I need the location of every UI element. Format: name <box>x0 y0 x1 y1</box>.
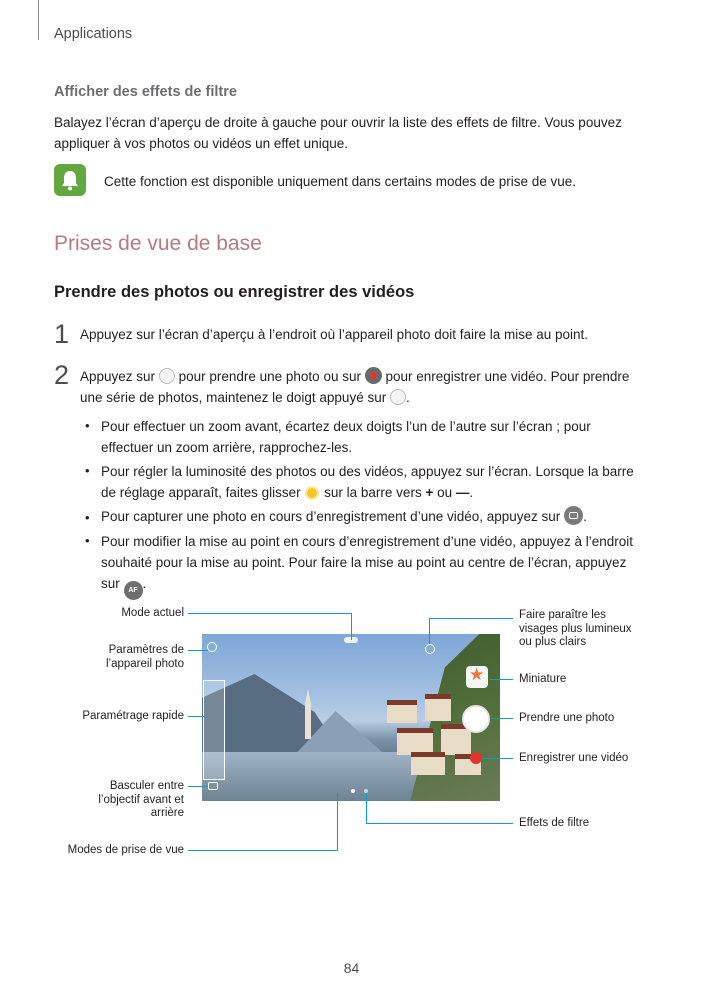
step-2-part2: pour prendre une photo ou sur <box>178 369 361 384</box>
callout-line <box>429 618 430 644</box>
bullet-capture-text: Pour capturer une photo en cours d’enregistrement d’une vidéo, appuyez sur <box>101 509 561 524</box>
settings-gear-icon[interactable] <box>207 642 217 652</box>
label-enregistrer-video: Enregistrer une vidéo <box>519 752 629 764</box>
minus-icon: — <box>455 485 470 500</box>
main-title: Prises de vue de base <box>54 232 262 255</box>
plus-icon: + <box>425 485 434 500</box>
bullet-focus-end: . <box>142 576 147 591</box>
note-text: Cette fonction est disponible uniquement dans certains modes de prise de vue. <box>104 174 577 189</box>
bullet-dot: • <box>85 533 90 548</box>
bullet-focus <box>101 531 646 600</box>
quick-settings-panel[interactable] <box>203 680 225 780</box>
beauty-face-icon[interactable] <box>425 644 435 654</box>
label-prendre-photo: Prendre une photo <box>519 712 615 724</box>
callout-line <box>188 650 208 651</box>
camera-capture-icon <box>564 506 583 525</box>
bullet-dot: • <box>85 463 90 478</box>
bullet-focus-text: Pour modifier la mise au point en cours d’enregistrement d’une vidéo, appuyez à l’endroit souhaité pour la mise au point. Pour faire la mise au point au centre de l’écran, appuyez sur <box>101 534 634 591</box>
section-body: Balayez l’écran d’aperçu de droite à gauche pour ouvrir la liste des effets de filtre. Vous pouvez appliquer à vos photos ou vidéos un effet unique. <box>54 115 622 151</box>
step-2-part1: Appuyez sur <box>80 369 156 384</box>
callout-line <box>188 613 352 614</box>
bullet-zoom: Pour effectuer un zoom avant, écartez deux doigts l’un de l’autre sur l’écran ; pour effectuer un zoom arrière, rapprochez-les. <box>101 419 591 455</box>
subtitle: Prendre des photos ou enregistrer des vidéos <box>54 283 415 301</box>
callout-line <box>429 618 513 619</box>
label-parametrage-rapide: Paramétrage rapide <box>82 710 184 722</box>
bullet-dot: • <box>85 418 90 433</box>
label-basculer: Basculer entre l’objectif avant et arrière <box>98 780 184 819</box>
step-2-part4: . <box>405 390 410 405</box>
bullet-capture-end: . <box>583 509 587 524</box>
callout-line <box>366 793 367 824</box>
shutter-icon <box>390 389 406 405</box>
camera-preview <box>202 634 500 801</box>
callout-line <box>188 786 208 787</box>
step-1-text: Appuyez sur l’écran d’aperçu à l’endroit où l’appareil photo doit faire la mise au point. <box>80 327 589 342</box>
bullet-brightness-b: sur la barre vers <box>324 485 422 500</box>
mode-indicator-dot[interactable] <box>351 789 355 793</box>
step-1-number: 1 <box>54 319 70 349</box>
bullet-brightness-end: . <box>469 485 474 500</box>
label-effets-filtre: Effets de filtre <box>519 817 590 829</box>
callout-line <box>188 850 338 851</box>
take-photo-button[interactable] <box>462 705 490 733</box>
record-icon <box>365 367 382 384</box>
thumbnail-button[interactable] <box>466 666 488 688</box>
step-2-number: 2 <box>54 360 70 390</box>
label-miniature: Miniature <box>519 673 567 685</box>
callout-line <box>490 679 513 680</box>
callout-line <box>337 793 338 851</box>
bullet-brightness-or: ou <box>437 485 453 500</box>
note-bell-icon <box>54 164 86 196</box>
callout-line <box>366 823 513 824</box>
bullet-dot: • <box>85 510 90 525</box>
step-2-text <box>80 366 650 408</box>
bullet-brightness <box>101 461 646 503</box>
header-rule <box>38 0 39 40</box>
label-mode-actuel: Mode actuel <box>121 607 184 619</box>
label-visages: Faire paraître les visages plus lumineux ou plus clairs <box>519 609 632 648</box>
step-2-part3: pour enregistrer une vidéo. Pour prendre une série de photos, maintenez le doigt appuyé sur <box>80 369 630 405</box>
callout-line <box>351 613 352 640</box>
record-video-button[interactable] <box>470 752 482 764</box>
label-parametres: Paramètres de l’appareil photo <box>105 644 184 670</box>
section-heading: Afficher des effets de filtre <box>54 84 237 100</box>
bullet-capture <box>101 506 646 527</box>
callout-line <box>188 716 205 717</box>
church-steeple <box>305 689 311 739</box>
bullet-brightness-a: Pour régler la luminosité des photos ou des vidéos, appuyez sur l’écran. Lorsque la barre de réglage apparaît, faites glisser <box>101 464 634 500</box>
switch-camera-icon[interactable] <box>208 782 218 790</box>
page-number: 84 <box>343 960 360 976</box>
af-icon: AF <box>124 581 143 600</box>
label-modes-prise: Modes de prise de vue <box>67 844 184 856</box>
callout-line <box>482 758 513 759</box>
shutter-icon <box>159 368 175 384</box>
callout-line <box>491 718 513 719</box>
brightness-icon <box>307 488 317 498</box>
page-header: Applications <box>54 26 133 42</box>
